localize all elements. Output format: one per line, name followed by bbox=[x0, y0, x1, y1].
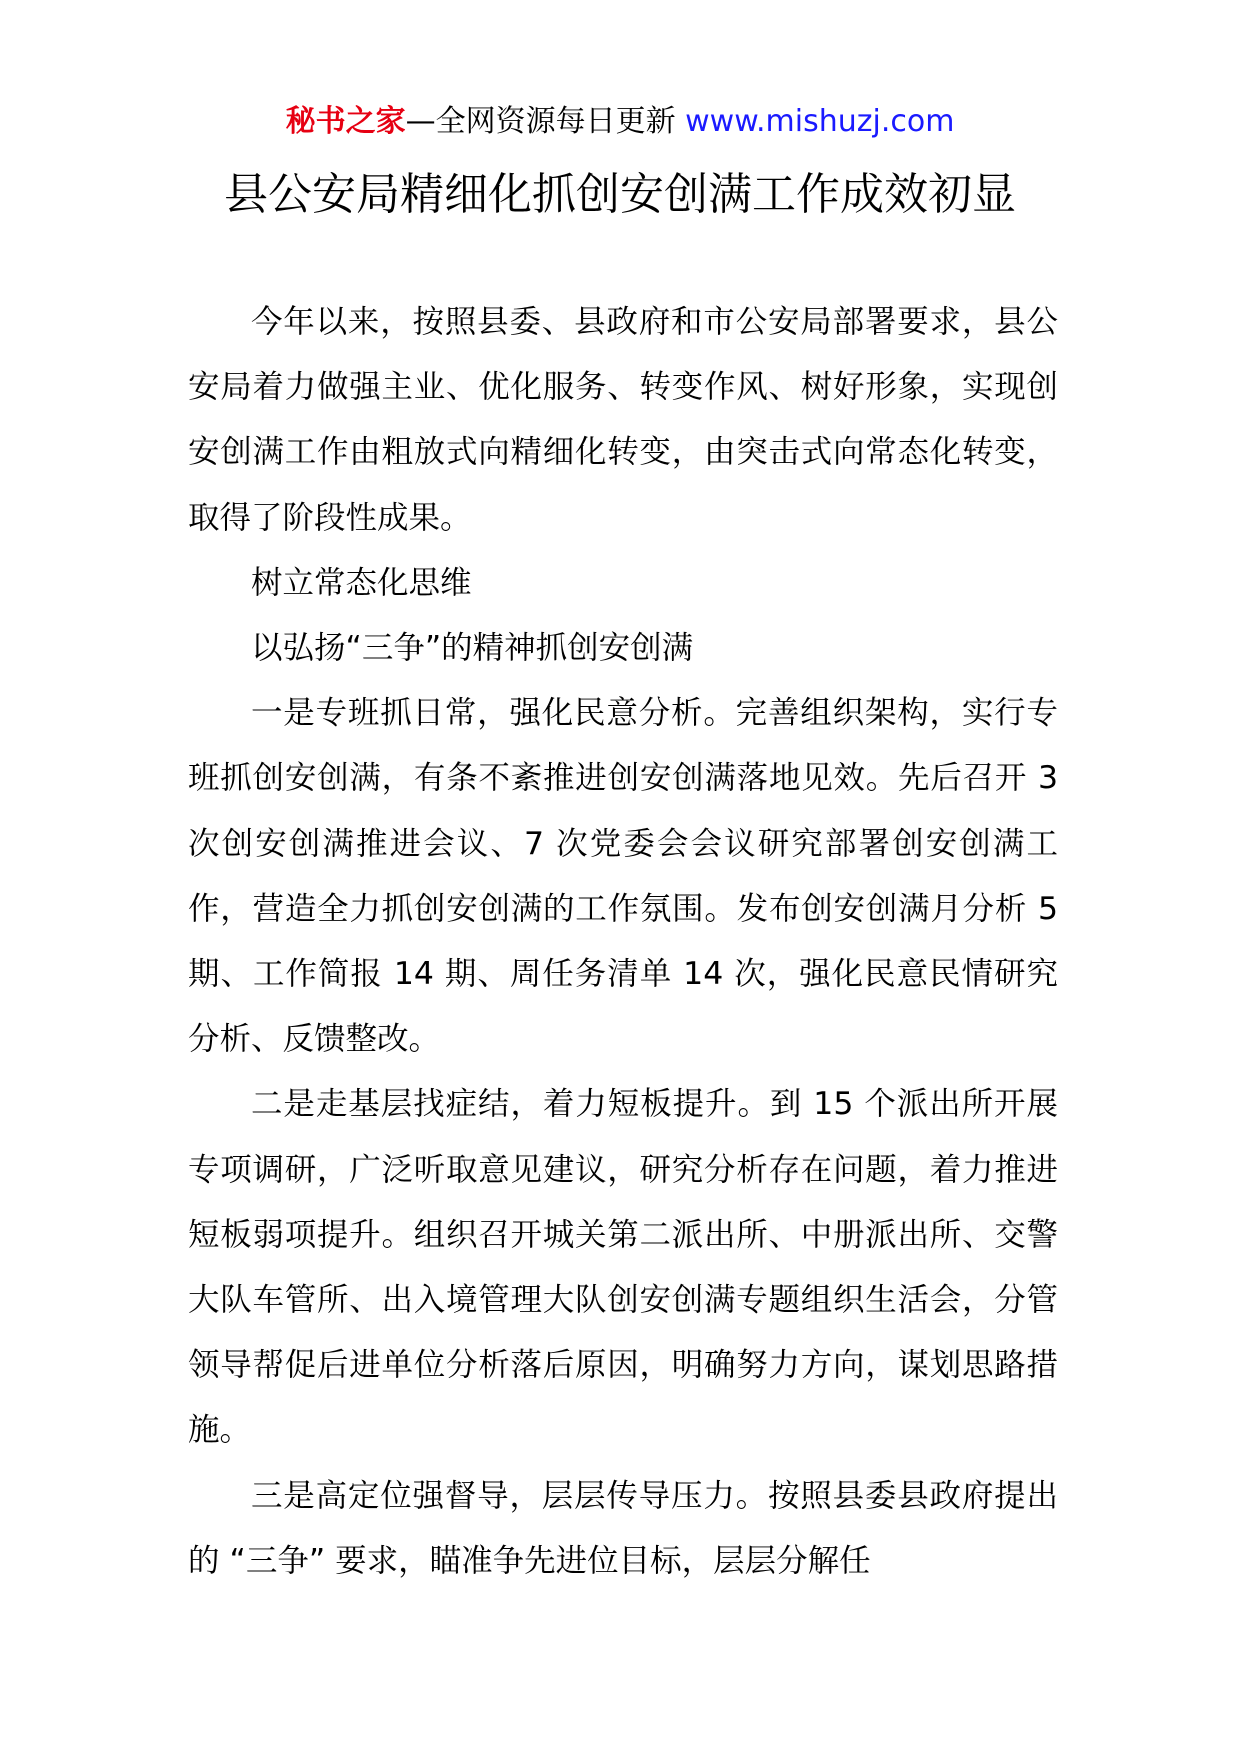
site-banner bbox=[0, 100, 1240, 144]
section-subheading: 以弘扬“三争”的精神抓创安创满 bbox=[251, 630, 694, 667]
document-body bbox=[188, 290, 1058, 1594]
site-brand: 秘书之家 bbox=[285, 104, 406, 139]
paragraph-point-three: 三是高定位强督导，层层传导压力。按照县委县政府提出的 “三争” 要求，瞄准争先进位目标，层层分解任 bbox=[188, 1477, 1058, 1579]
site-url-link[interactable]: www.mishuzj.com bbox=[685, 104, 955, 139]
section-heading: 树立常态化思维 bbox=[251, 564, 472, 601]
paragraph-point-two: 二是走基层找症结，着力短板提升。到 15 个派出所开展专项调研，广泛听取意见建议，研究分析存在问题，着力推进短板弱项提升。组织召开城关第二派出所、中册派出所、交警大队车管所、出入境管理大队创安创满专题组织生活会，分管领导帮促后进单位分析落后原因，明确努力方向，谋划思路措施。 bbox=[188, 1086, 1058, 1449]
paragraph-point-one: 一是专班抓日常，强化民意分析。完善组织架构，实行专班抓创安创满，有条不紊推进创安创满落地见效。先后召开 3 次创安创满推进会议、7 次党委会会议研究部署创安创满工作，营造全力抓创安创满的工作氛围。发布创安创满月分析 5 期、工作简报 14 期、周任务清单 14 次，强化民意民情研究分析、反馈整改。 bbox=[188, 695, 1058, 1058]
site-slogan: —全网资源每日更新 bbox=[405, 104, 676, 139]
document-title: 县公安局精细化抓创安创满工作成效初显 bbox=[224, 169, 1016, 220]
paragraph-intro: 今年以来，按照县委、县政府和市公安局部署要求，县公安局着力做强主业、优化服务、转变作风、树好形象，实现创安创满工作由粗放式向精细化转变，由突击式向常态化转变，取得了阶段性成果。 bbox=[188, 304, 1058, 536]
